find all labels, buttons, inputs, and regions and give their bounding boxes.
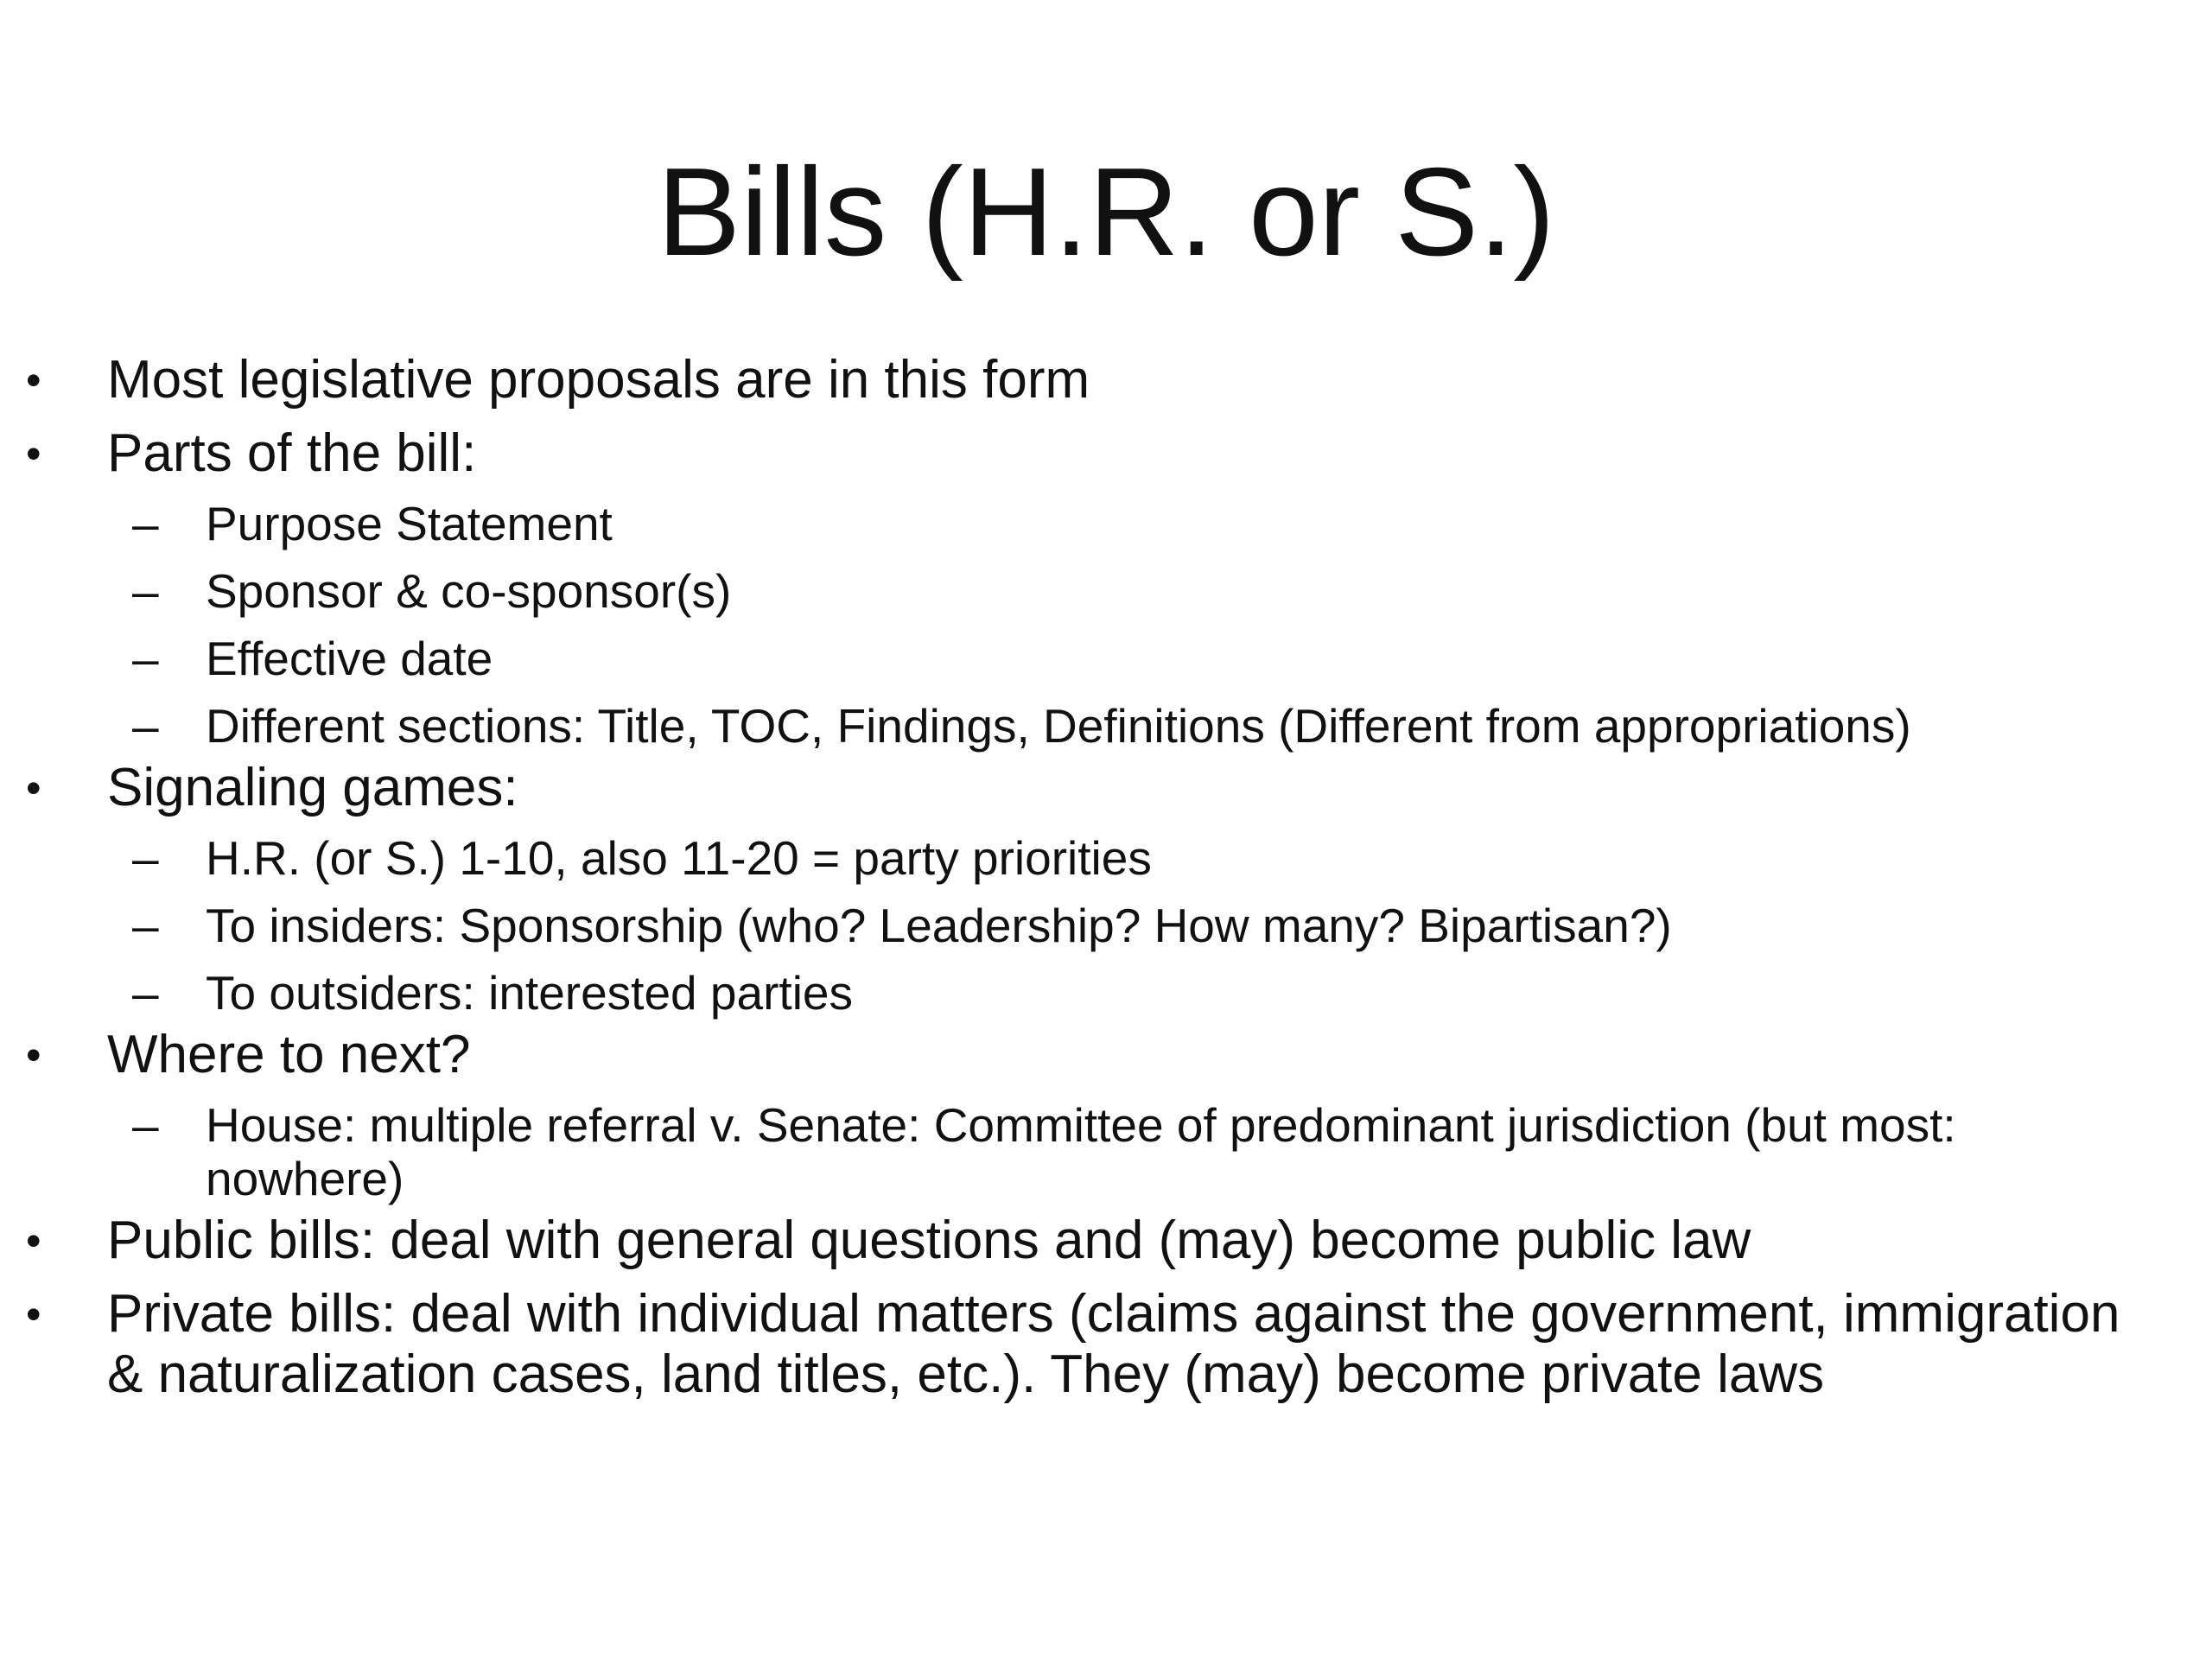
sub-bullet-item [26, 831, 2160, 885]
dash-icon: – [132, 966, 159, 1020]
sub-bullet-item [26, 564, 2160, 618]
bullet-item [26, 1284, 2160, 1405]
sub-bullet-text: Purpose Statement [206, 497, 613, 550]
bullet-text: Public bills: deal with general questions and (may) become public law [107, 1211, 1751, 1270]
bullet-icon: • [26, 1290, 41, 1338]
bullet-icon: • [26, 1217, 41, 1265]
bullet-text: Private bills: deal with individual matters (claims against the government, immigration & naturalization cases, land titles, etc.). They (may) become private laws [107, 1284, 2120, 1404]
bullet-text: Signaling games: [107, 758, 518, 817]
dash-icon: – [132, 632, 159, 685]
sub-bullet-text: H.R. (or S.) 1-10, also 11-20 = party priorities [206, 831, 1152, 885]
sub-bullet-text: Sponsor & co-sponsor(s) [206, 564, 732, 618]
bullet-item [26, 1211, 2160, 1271]
sub-bullet-text: Different sections: Title, TOC, Findings, Definitions (Different from appropriations) [206, 699, 1911, 753]
bullet-item [26, 1025, 2160, 1085]
sub-bullet-text: House: multiple referral v. Senate: Committee of predominant jurisdiction (but most: nowhere) [206, 1098, 1956, 1205]
sub-bullet-text: To outsiders: interested parties [206, 966, 853, 1020]
sub-bullet-item [26, 632, 2160, 685]
slide-body [26, 350, 2160, 1418]
slide-title: Bills (H.R. or S.) [657, 142, 1555, 282]
sub-bullet-text: Effective date [206, 632, 493, 685]
bullet-text: Where to next? [107, 1025, 471, 1084]
bullet-icon: • [26, 1031, 41, 1079]
dash-icon: – [132, 831, 159, 885]
sub-bullet-text: To insiders: Sponsorship (who? Leadership? How many? Bipartisan?) [206, 899, 1672, 952]
dash-icon: – [132, 899, 159, 952]
bullet-icon: • [26, 764, 41, 812]
bullet-icon: • [26, 356, 41, 404]
bullet-item [26, 758, 2160, 818]
bullet-text: Parts of the bill: [107, 423, 477, 483]
bullet-item [26, 350, 2160, 410]
bullet-item [26, 423, 2160, 484]
sub-bullet-item [26, 1098, 2160, 1205]
dash-icon: – [132, 699, 159, 753]
dash-icon: – [132, 564, 159, 618]
sub-bullet-item [26, 699, 2160, 753]
sub-bullet-item [26, 966, 2160, 1020]
sub-bullet-item [26, 497, 2160, 550]
dash-icon: – [132, 497, 159, 550]
bullet-icon: • [26, 429, 41, 478]
sub-bullet-item [26, 899, 2160, 952]
dash-icon: – [132, 1098, 159, 1152]
bullet-text: Most legislative proposals are in this form [107, 350, 1090, 410]
